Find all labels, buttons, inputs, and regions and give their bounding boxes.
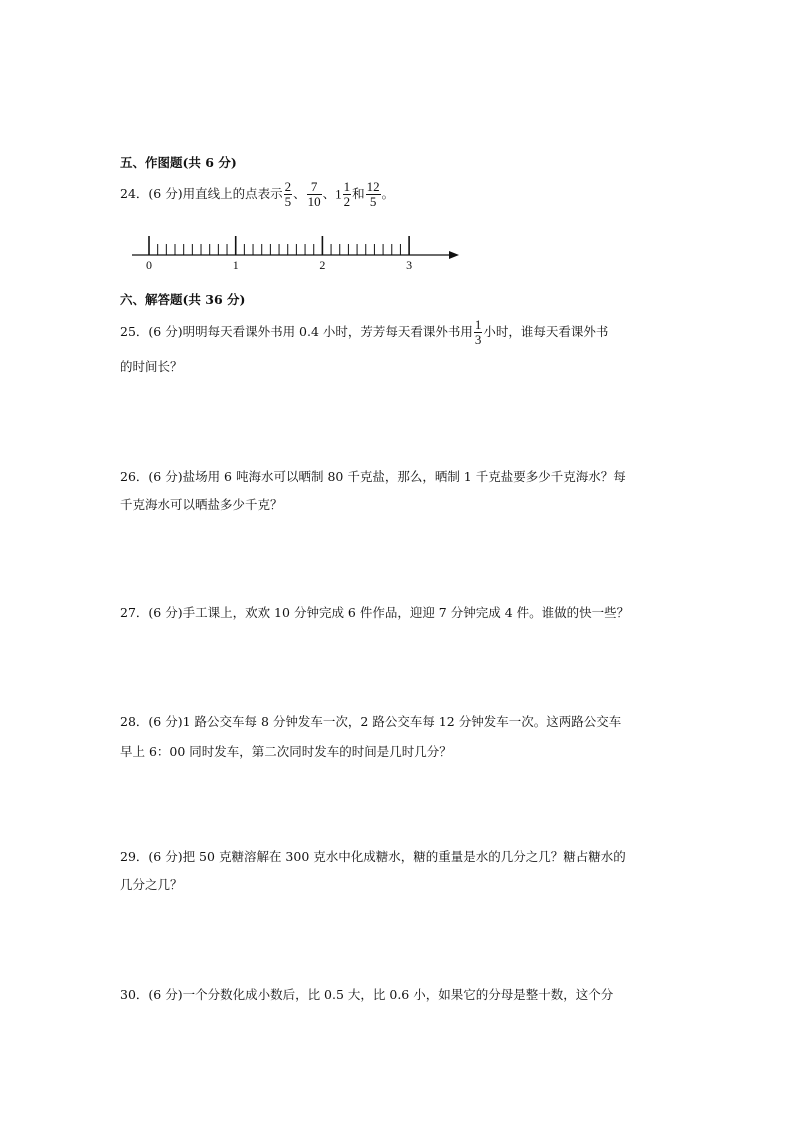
fraction-12-5: $\frac{12}{5}$ — [366, 179, 380, 209]
fraction-1-3: $\frac{1}{3}$ — [474, 317, 482, 347]
fraction-2-5: $\frac{2}{5}$ — [284, 179, 292, 209]
question-26-line-2: 千克海水可以晒盐多少千克？ — [120, 497, 283, 512]
mixed-whole: 1 — [335, 186, 342, 202]
question-25-line-2: 的时间长？ — [120, 359, 183, 374]
section-heading-six: 六、解答题(共 36 分) — [120, 292, 246, 307]
fraction-7-10: $\frac{7}{10}$ — [307, 179, 321, 209]
q24-prefix: 24．(6 分)用直线上的点表示 — [120, 186, 283, 201]
tick-label: 3 — [406, 258, 413, 272]
tick-label: 2 — [319, 258, 326, 272]
question-24: 24．(6 分)用直线上的点表示 $\frac{2}{5}$ 、 $\frac{7}{10}$ 、1 $\frac{1}{2}$ 和 $\frac{12}{5}$ 。 — [120, 179, 395, 209]
fraction-1-2: $\frac{1}{2}$ — [343, 179, 351, 209]
question-29-line-2: 几分之几？ — [120, 877, 183, 892]
question-28-line-2: 早上 6：00 同时发车，第二次同时发车的时间是几时几分？ — [120, 744, 452, 759]
question-29-line-1: 29．(6 分)把 50 克糖溶解在 300 克水中化成糖水，糖的重量是水的几分之几？糖占糖水的 — [120, 849, 626, 864]
section-heading-five: 五、作图题(共 6 分) — [120, 155, 237, 170]
number-line — [125, 228, 465, 274]
question-26-line-1: 26．(6 分)盐场用 6 吨海水可以晒制 80 千克盐，那么，晒制 1 千克盐要多少千克海水？每 — [120, 469, 626, 484]
tick-label: 0 — [146, 258, 152, 272]
tick-label: 1 — [232, 258, 239, 272]
arrow-right-icon — [449, 251, 459, 259]
question-30-line-1: 30．(6 分)一个分数化成小数后，比 0.5 大，比 0.6 小，如果它的分母是整十数，这个分 — [120, 987, 614, 1002]
question-28-line-1: 28．(6 分)1 路公交车每 8 分钟发车一次，2 路公交车每 12 分钟发车一次。这两路公交车 — [120, 714, 622, 729]
question-25-line-1: 25．(6 分)明明每天看课外书用 0.4 小时，芳芳每天看课外书用 $\frac{1}{3}$ 小时，谁每天看课外书 — [120, 317, 609, 347]
question-27-line-1: 27．(6 分)手工课上，欢欢 10 分钟完成 6 件作品，迎迎 7 分钟完成 4 件。谁做的快一些？ — [120, 605, 630, 620]
